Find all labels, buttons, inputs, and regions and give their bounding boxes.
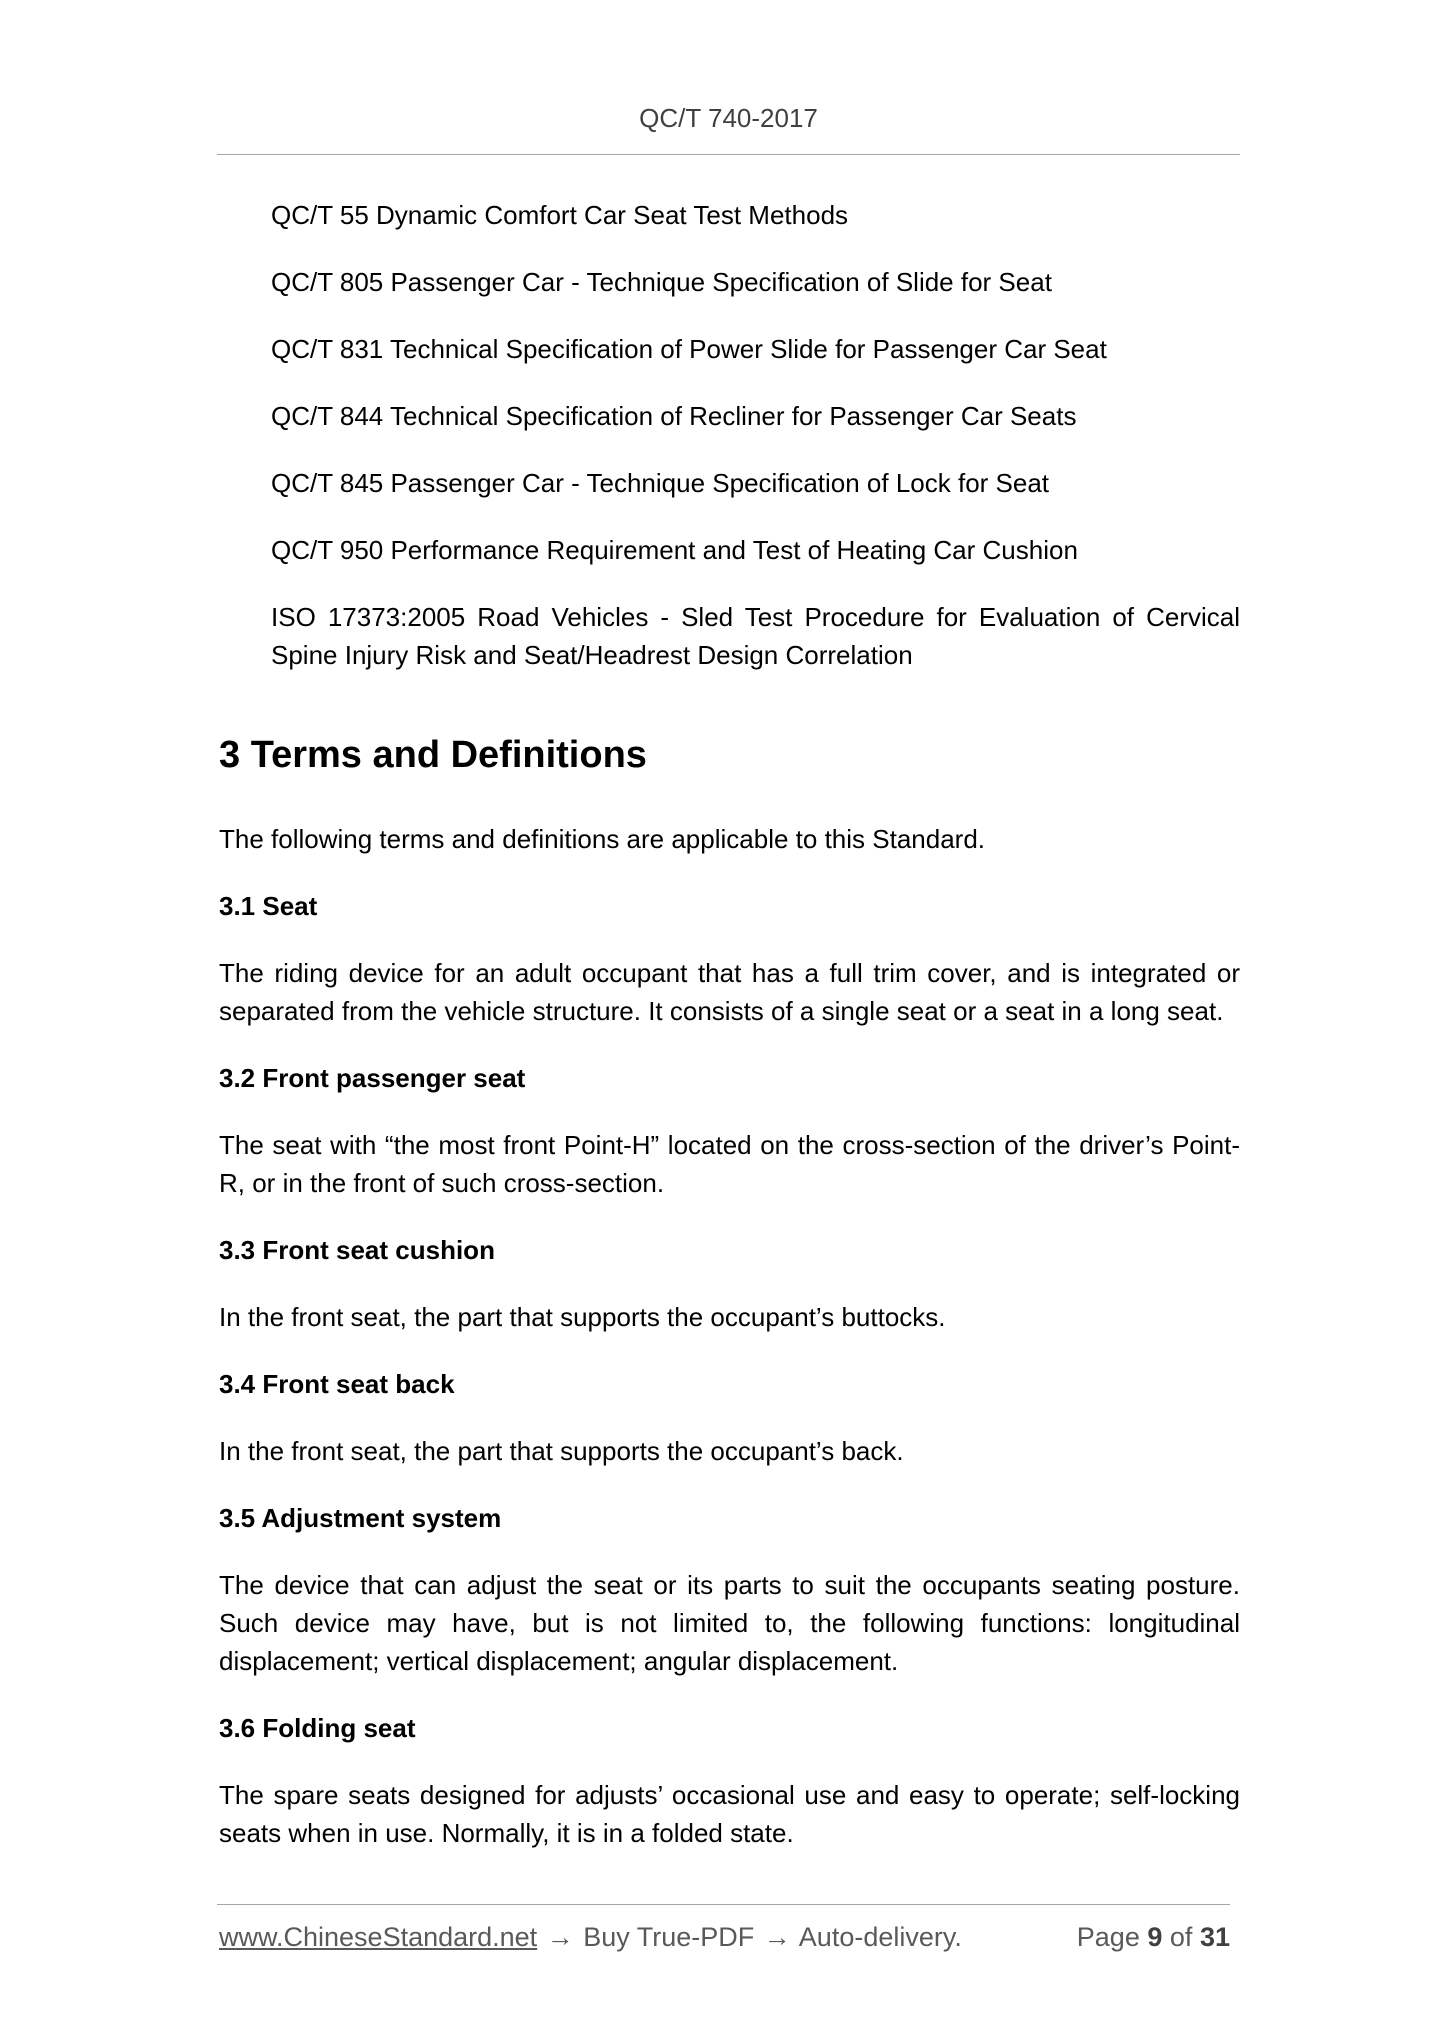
term-title: 3.1 Seat [219,891,318,921]
reference-item: QC/T 831 Technical Specification of Power Slide for Passenger Car Seat [271,334,1107,364]
page-footer [219,1922,1230,1953]
term-definition: The spare seats designed for adjusts’ occasional use and easy to operate; self-locking seats when in use. Normally, it is in a folded state. [219,1780,1240,1848]
reference-item: QC/T 950 Performance Requirement and Test of Heating Car Cushion [271,535,1078,565]
page-total: 31 [1199,1922,1230,1952]
term-title: 3.4 Front seat back [219,1369,455,1399]
term-definition: The device that can adjust the seat or its parts to suit the occupants seating posture. Such device may have, but is not limited to, the following functions: longitudinal displacement; vertical displacement; angular displacement. [219,1570,1240,1676]
term-title: 3.5 Adjustment system [219,1503,502,1533]
website-link[interactable]: www.ChineseStandard.net [219,1922,538,1952]
term-definition: In the front seat, the part that supports the occupant’s buttocks. [219,1302,946,1332]
normative-references-list [271,196,1240,703]
page-label: Page [1076,1922,1140,1952]
arrow-right-icon: → [546,1922,574,1952]
auto-delivery-text: Auto-delivery. [798,1922,962,1952]
footer-divider [217,1904,1230,1905]
term-definition: The seat with “the most front Point-H” located on the cross-section of the driver’s Point-R, or in the front of such cross-section. [219,1130,1240,1198]
reference-item: QC/T 805 Passenger Car - Technique Specification of Slide for Seat [271,267,1052,297]
page-number: 9 [1147,1922,1163,1952]
reference-item: QC/T 55 Dynamic Comfort Car Seat Test Methods [271,200,849,230]
reference-item: QC/T 845 Passenger Car - Technique Specification of Lock for Seat [271,468,1050,498]
reference-item: ISO 17373:2005 Road Vehicles - Sled Test Procedure for Evaluation of Cervical Spine Injury Risk and Seat/Headrest Design Correlation [271,602,1240,670]
term-definition: In the front seat, the part that supports the occupant’s back. [219,1436,904,1466]
header-divider [217,154,1240,155]
section-heading: 3 Terms and Definitions [219,734,647,776]
buy-pdf-text: Buy True-PDF [583,1922,755,1952]
term-title: 3.6 Folding seat [219,1713,416,1743]
of-label: of [1169,1922,1193,1952]
section-intro: The following terms and definitions are applicable to this Standard. [219,824,985,854]
term-title: 3.2 Front passenger seat [219,1063,526,1093]
arrow-right-icon: → [763,1922,791,1952]
terms-section [219,730,1240,1881]
term-title: 3.3 Front seat cushion [219,1235,495,1265]
page-indicator [1077,1922,1230,1953]
reference-item: QC/T 844 Technical Specification of Recliner for Passenger Car Seats [271,401,1077,431]
running-header: QC/T 740-2017 [639,103,818,133]
term-definition: The riding device for an adult occupant that has a full trim cover, and is integrated or separated from the vehicle structure. It consists of a single seat or a seat in a long seat. [219,958,1240,1026]
